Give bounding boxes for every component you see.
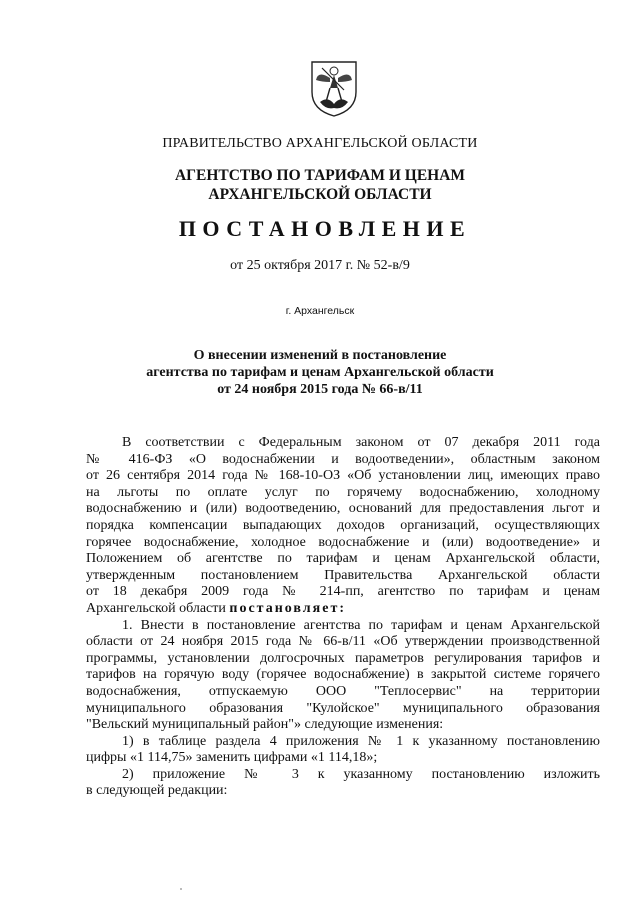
document-city: г. Архангельск xyxy=(285,305,355,317)
body-line: области от 24 ноября 2015 года № 66-в/11 «Об утверждении производственной xyxy=(86,634,600,650)
body-line: "Вельский муниципальный район"» следующие изменения: xyxy=(86,717,444,733)
body-line: водоснабжению и (или) водоотведению, оснований для предоставления льгот и xyxy=(86,501,600,517)
body-line: Положением об агентстве по тарифам и ценам Архангельской области, xyxy=(86,551,600,567)
body-line: 2) приложение № 3 к указанному постановлению изложить xyxy=(122,766,600,782)
resolves-keyword: постановляет: xyxy=(229,600,346,616)
agency-title-line: АРХАНГЕЛЬСКОЙ ОБЛАСТИ xyxy=(208,186,432,203)
body-line: программы, установлении долгосрочных параметров регулирования тарифов и xyxy=(86,650,600,666)
subject-line: О внесении изменений в постановление xyxy=(193,348,447,363)
body-line: № 416-ФЗ «О водоснабжении и водоотведении», областным законом xyxy=(86,451,600,467)
body-line: тарифов на горячую воду (горячее водоснабжение) в закрытой системе горячего xyxy=(86,667,600,683)
body-line-text: Архангельской области xyxy=(86,600,226,616)
document-subject xyxy=(0,347,640,398)
agency-title xyxy=(0,166,640,204)
subject-line: от 24 ноября 2015 года № 66-в/11 xyxy=(217,382,423,397)
body-line: 1) в таблице раздела 4 приложения № 1 к указанному постановлению xyxy=(122,733,600,749)
body-line: 1. Внести в постановление агентства по тарифам и ценам Архангельской xyxy=(122,617,600,633)
document-body xyxy=(86,435,600,800)
body-line: цифры «1 114,75» заменить цифрами «1 114,18»; xyxy=(86,750,378,766)
body-line: от 26 сентября 2014 года № 168-10-ОЗ «Об установлении лиц, имеющих право xyxy=(86,468,600,484)
body-line: от 18 декабря 2009 года № 214-пп, агентство по тарифам и ценам xyxy=(86,584,600,600)
body-line: на льготы по оплате услуг по горячему водоснабжению, холодному xyxy=(86,484,600,500)
subject-line: агентства по тарифам и ценам Архангельской области xyxy=(146,365,494,380)
arkhangelsk-coat-of-arms-icon xyxy=(308,58,360,118)
body-line: муниципального образования "Кулойское" муниципального образования xyxy=(86,700,600,716)
body-line: в следующей редакции: xyxy=(86,783,228,799)
body-line: горячее водоснабжение, холодное водоснабжение и (или) водоотведение» и xyxy=(86,534,600,550)
government-title: ПРАВИТЕЛЬСТВО АРХАНГЕЛЬСКОЙ ОБЛАСТИ xyxy=(162,136,478,151)
agency-title-line: АГЕНТСТВО ПО ТАРИФАМ И ЦЕНАМ xyxy=(174,167,466,184)
document-type: ПОСТАНОВЛЕНИЕ xyxy=(178,216,472,241)
scan-speck xyxy=(180,888,182,890)
body-line: утвержденным постановлением Правительства Архангельской области xyxy=(86,567,600,583)
body-line xyxy=(86,601,600,618)
document-date-number: от 25 октября 2017 г. № 52-в/9 xyxy=(230,258,410,273)
body-line: порядка компенсации выпадающих доходов организаций, осуществляющих xyxy=(86,517,600,533)
body-line: В соответствии с Федеральным законом от 07 декабря 2011 года xyxy=(122,435,600,450)
body-line: водоснабжения, отпускаемую ООО "Теплосервис" на территории xyxy=(86,683,600,699)
